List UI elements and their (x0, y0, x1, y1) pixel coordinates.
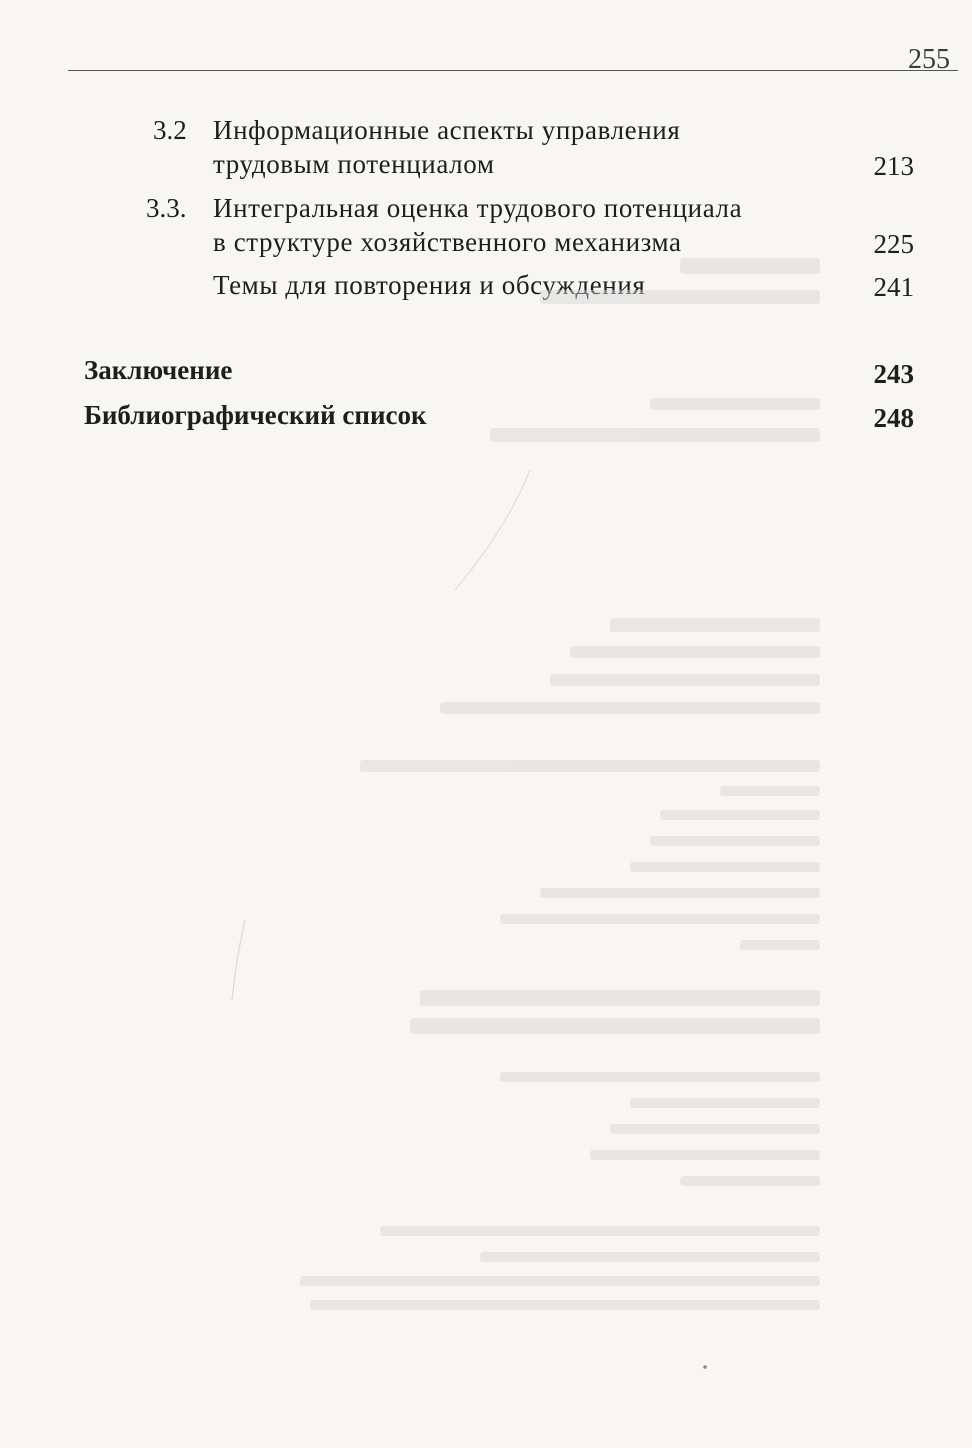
toc-entry-page: 225 (873, 229, 914, 259)
toc-entry-page: 213 (873, 151, 914, 181)
toc-entry-title-line: Заключение (84, 355, 233, 385)
toc-entry-page: 243 (873, 359, 914, 389)
header-rule (68, 70, 958, 71)
toc-entry-title-line: Библиографический список (84, 400, 427, 430)
toc-entry-title-line: Информационные аспекты управления (213, 115, 681, 145)
toc-entry-number: 3.2 (153, 115, 187, 145)
toc-entry-title-line: Интегральная оценка трудового потенциала (213, 193, 743, 223)
toc-entry-number: 3.3. (146, 193, 187, 223)
toc-entry-page: 248 (873, 403, 914, 433)
toc-entry-page: 241 (873, 272, 914, 302)
toc-entry-title-line: в структуре хозяйственного механизма (213, 227, 682, 257)
page-number: 255 (908, 44, 950, 75)
toc-entry-title-line: трудовым потенциалом (213, 149, 495, 179)
toc-entry-title-line: Темы для повторения и обсуждения (213, 270, 646, 300)
